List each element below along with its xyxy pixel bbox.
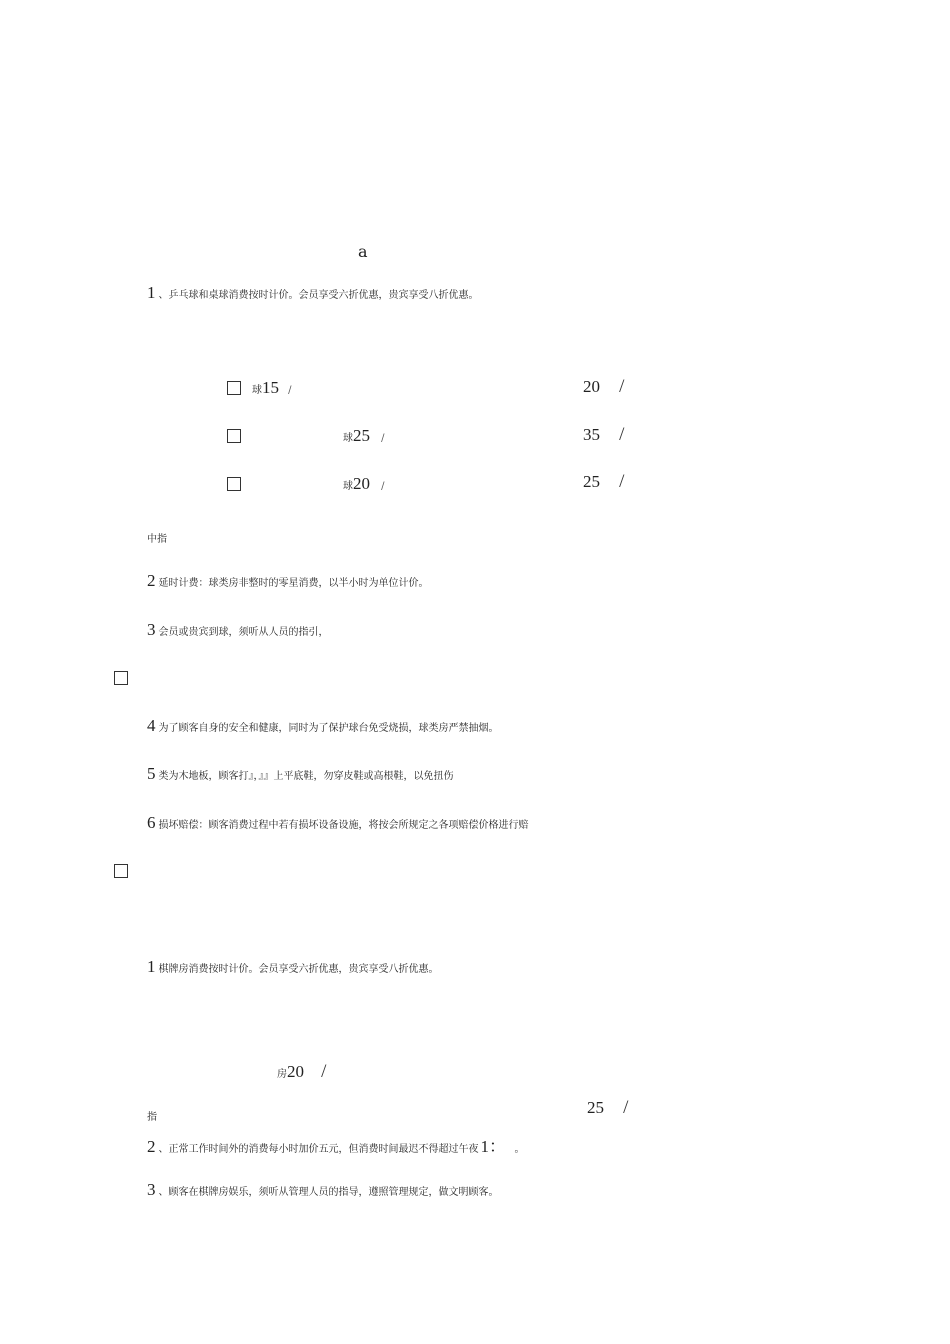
rule-item-1 [147,283,479,303]
price-slash: / [381,433,385,444]
chess-guest-price [587,1097,628,1119]
rule-number: 3 [147,1180,156,1199]
rule-text: 、乒乓球和桌球消费按时计价。会员享受六折优惠，贵宾享受八折优惠。 [158,290,479,301]
checkbox[interactable] [227,429,241,443]
checkbox[interactable] [114,671,128,685]
checkbox[interactable] [227,381,241,395]
guest-price: 20 [583,377,600,396]
rule-number: 2 [147,1137,156,1156]
chess-rule-item-3 [147,1180,499,1200]
price-slash: / [288,385,292,396]
rule-number: 2 [147,571,156,590]
member-price: 25 [353,426,370,445]
price-label: 球 [343,433,353,444]
price-row-1 [252,378,291,398]
header-letter: a [358,242,368,261]
rule-text: 会员或贵宾到球，须听从人员的指引， [158,627,329,638]
rule-number: 1 [147,283,156,302]
price-row-2 [343,426,384,446]
rule-number: 6 [147,813,156,832]
rule-text: 棋牌房消费按时计价。会员享受六折优惠，贵宾享受八折优惠。 [158,964,439,975]
price-label: 球 [252,385,262,396]
rule-text: 为了顾客自身的安全和健康，同时为了保护球台免受烧损，球类房严禁抽烟。 [158,723,499,734]
member-price: 20 [287,1062,304,1081]
section-note: 指 [147,1112,157,1123]
guest-price-1 [583,376,624,398]
price-slash: / [321,1061,327,1082]
rule-item-4 [147,716,499,736]
price-label: 房 [277,1069,287,1080]
checkbox[interactable] [114,864,128,878]
section-note: 中指 [147,534,167,545]
rule-item-2 [147,571,429,591]
guest-slash: / [623,1097,629,1118]
rule-tail-number: 1： [480,1137,498,1156]
guest-price-2 [583,424,624,446]
rule-text: 类为木地板，顾客打』，』』上平底鞋，勿穿皮鞋或高根鞋，以免扭伤 [158,771,454,782]
chess-rule-item-2 [147,1132,525,1157]
guest-price: 25 [587,1098,604,1117]
rule-item-6 [147,813,529,833]
rule-text: 损坏赔偿：顾客消费过程中若有损坏设备设施，将按会所规定之各项赔偿价格进行赔 [158,820,529,831]
member-price: 15 [262,378,279,397]
guest-slash: / [619,376,625,397]
guest-slash: / [619,471,625,492]
rule-item-3 [147,620,329,640]
chess-rule-item-1 [147,957,439,977]
rule-number: 3 [147,620,156,639]
rule-number: 1 [147,957,156,976]
rule-text: 延时计费：球类房非整时的零星消费，以半小时为单位计价。 [158,578,429,589]
guest-price-3 [583,471,624,493]
guest-price: 25 [583,472,600,491]
rule-tail-end: 。 [514,1144,525,1155]
chess-price-row [277,1061,326,1083]
member-price: 20 [353,474,370,493]
price-row-3 [343,474,384,494]
rule-number: 4 [147,716,156,735]
rule-item-5 [147,764,454,784]
guest-price: 35 [583,425,600,444]
checkbox[interactable] [227,477,241,491]
guest-slash: / [619,424,625,445]
price-slash: / [381,481,385,492]
rule-text: 、顾客在棋牌房娱乐，须听从管理人员的指导，遵照管理规定，做文明顾客。 [158,1187,499,1198]
rule-number: 5 [147,764,156,783]
rule-text: 、正常工作时间外的消费每小时加价五元，但消费时间最迟不得超过午夜 [158,1144,479,1155]
price-label: 球 [343,481,353,492]
